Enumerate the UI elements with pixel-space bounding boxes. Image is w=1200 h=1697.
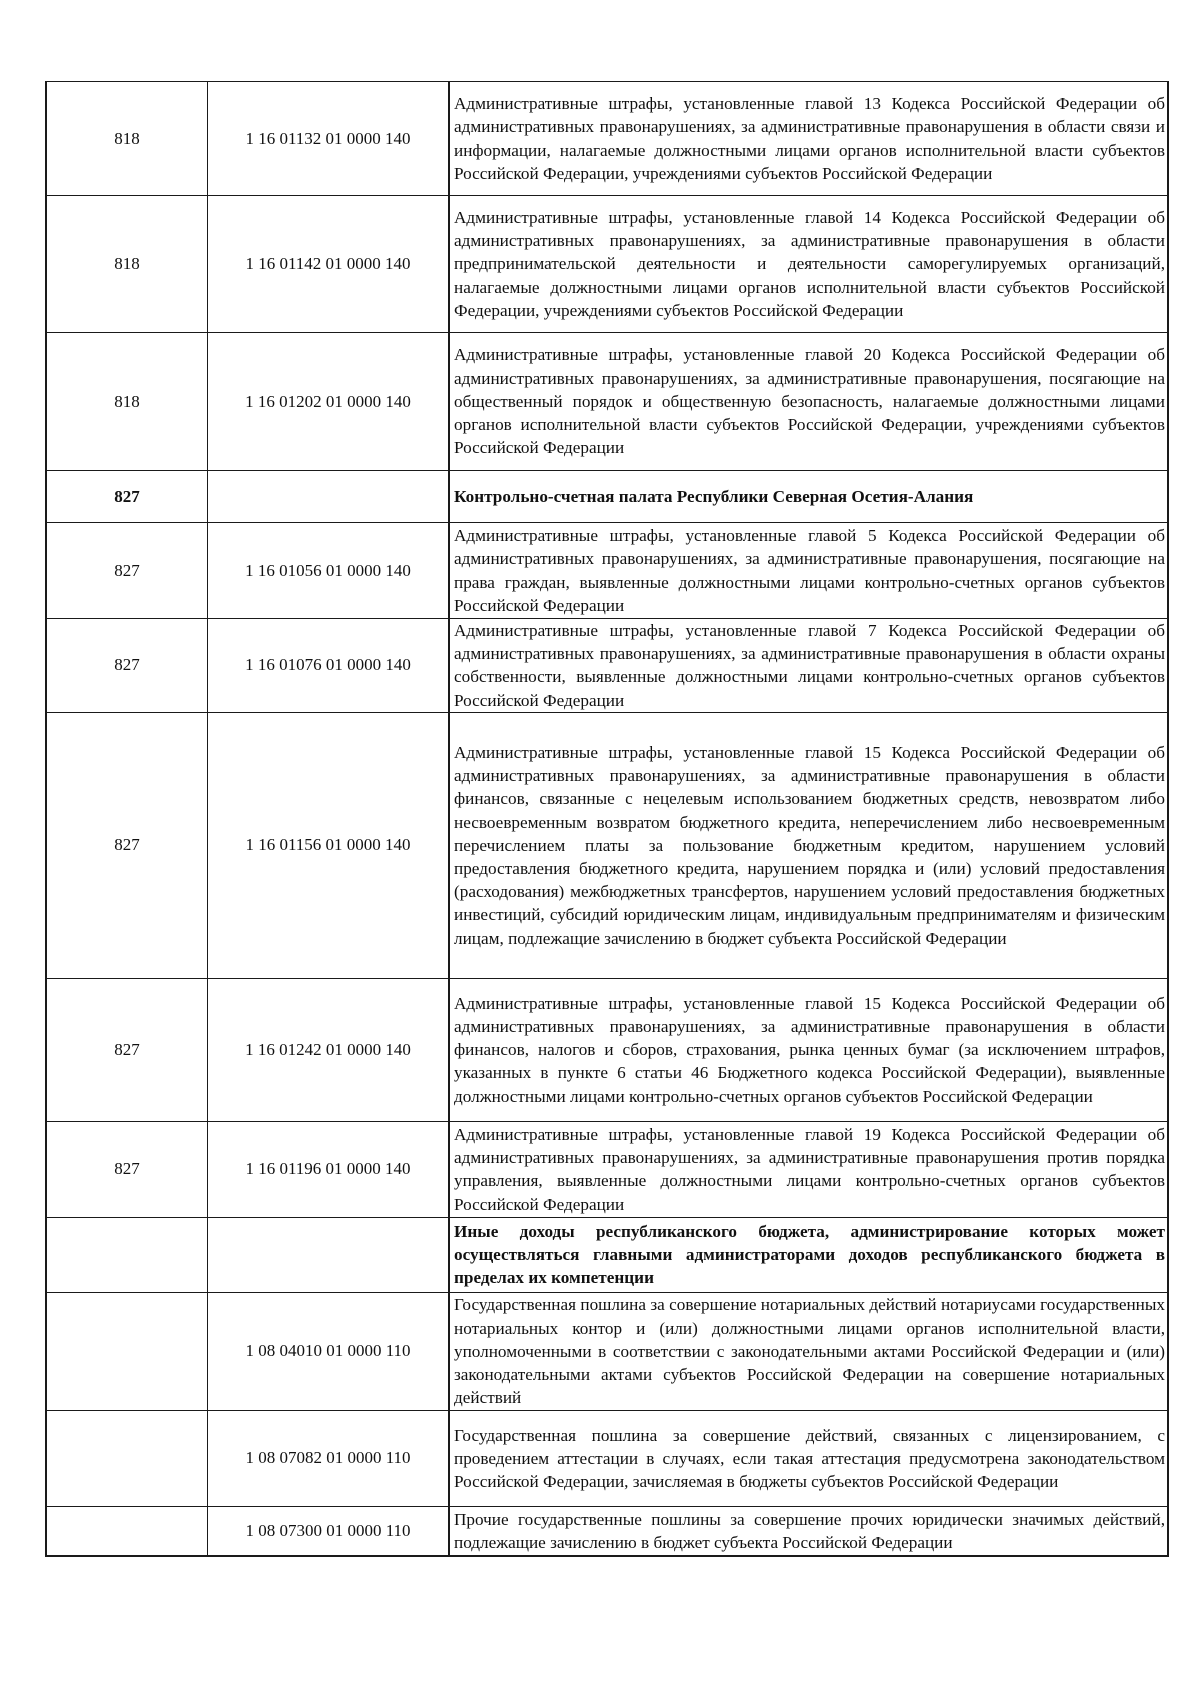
admin-code-cell: 827 bbox=[46, 978, 208, 1121]
admin-code-cell bbox=[46, 1506, 208, 1556]
description-cell: Административные штрафы, установленные главой 15 Кодекса Российской Федерации об административных правонарушениях, за административные правонарушения в области финансов, налогов и сборов, страхования, рынка ценных бумаг (за исключением штрафов, указанных в пункте 6 статьи 46 Бюджетного кодекса Российской Федерации), выявленные должностными лицами контрольно-счетных органов субъектов Российской Федерации bbox=[449, 978, 1168, 1121]
admin-code-cell bbox=[46, 1292, 208, 1410]
description-cell: Административные штрафы, установленные главой 20 Кодекса Российской Федерации об административных правонарушениях, за административные правонарушения, посягающие на общественный порядок и общественную безопасность, налагаемые должностными лицами органов исполнительной власти субъектов Российской Федерации, учреждениями субъектов Российской Федерации bbox=[449, 333, 1168, 471]
table-row bbox=[46, 1506, 1168, 1556]
section-title-cell: Контрольно-счетная палата Республики Северная Осетия-Алания bbox=[449, 471, 1168, 523]
budget-code-cell: 1 16 01156 01 0000 140 bbox=[208, 712, 450, 978]
admin-code-cell bbox=[46, 1217, 208, 1292]
admin-code-cell: 818 bbox=[46, 196, 208, 333]
admin-code-cell: 827 bbox=[46, 471, 208, 523]
table-row bbox=[46, 1121, 1168, 1217]
budget-code-cell: 1 16 01132 01 0000 140 bbox=[208, 82, 450, 196]
budget-code-cell: 1 16 01202 01 0000 140 bbox=[208, 333, 450, 471]
admin-code-cell: 827 bbox=[46, 619, 208, 713]
budget-code-cell: 1 16 01142 01 0000 140 bbox=[208, 196, 450, 333]
admin-code-cell bbox=[46, 1410, 208, 1506]
budget-code-cell bbox=[208, 471, 450, 523]
budget-code-cell: 1 16 01196 01 0000 140 bbox=[208, 1121, 450, 1217]
description-cell: Административные штрафы, установленные главой 13 Кодекса Российской Федерации об административных правонарушениях, за административные правонарушения в области связи и информации, налагаемые должностными лицами органов исполнительной власти субъектов Российской Федерации, учреждениями субъектов Российской Федерации bbox=[449, 82, 1168, 196]
budget-code-cell: 1 08 07300 01 0000 110 bbox=[208, 1506, 450, 1556]
description-cell: Административные штрафы, установленные главой 5 Кодекса Российской Федерации об административных правонарушениях, за административные правонарушения, посягающие на права граждан, выявленные должностными лицами контрольно-счетных органов субъектов Российской Федерации bbox=[449, 523, 1168, 619]
table-row bbox=[46, 523, 1168, 619]
table-row bbox=[46, 196, 1168, 333]
admin-code-cell: 827 bbox=[46, 712, 208, 978]
table-row bbox=[46, 712, 1168, 978]
section-header-row bbox=[46, 471, 1168, 523]
description-cell: Прочие государственные пошлины за совершение прочих юридически значимых действий, подлежащие зачислению в бюджет субъекта Российской Федерации bbox=[449, 1506, 1168, 1556]
description-cell: Административные штрафы, установленные главой 7 Кодекса Российской Федерации об административных правонарушениях, за административные правонарушения в области охраны собственности, выявленные должностными лицами контрольно-счетных органов субъектов Российской Федерации bbox=[449, 619, 1168, 713]
table-row bbox=[46, 1292, 1168, 1410]
table-row bbox=[46, 333, 1168, 471]
section-header-row bbox=[46, 1217, 1168, 1292]
budget-code-cell: 1 16 01242 01 0000 140 bbox=[208, 978, 450, 1121]
table-row bbox=[46, 978, 1168, 1121]
table-row bbox=[46, 82, 1168, 196]
admin-code-cell: 818 bbox=[46, 333, 208, 471]
table-row bbox=[46, 619, 1168, 713]
admin-code-cell: 827 bbox=[46, 1121, 208, 1217]
description-cell: Административные штрафы, установленные главой 14 Кодекса Российской Федерации об административных правонарушениях, за административные правонарушения в области предпринимательской деятельности и деятельности саморегулируемых организаций, налагаемые должностными лицами органов исполнительной власти субъектов Российской Федерации, учреждениями субъектов Российской Федерации bbox=[449, 196, 1168, 333]
budget-code-cell: 1 08 07082 01 0000 110 bbox=[208, 1410, 450, 1506]
budget-code-cell: 1 08 04010 01 0000 110 bbox=[208, 1292, 450, 1410]
admin-code-cell: 827 bbox=[46, 523, 208, 619]
table-row bbox=[46, 1410, 1168, 1506]
budget-code-cell: 1 16 01056 01 0000 140 bbox=[208, 523, 450, 619]
description-cell: Административные штрафы, установленные главой 15 Кодекса Российской Федерации об административных правонарушениях, за административные правонарушения в области финансов, связанные с нецелевым использованием бюджетных средств, невозвратом либо несвоевременным возвратом бюджетного кредита, неперечислением либо несвоевременным перечислением платы за пользование бюджетным кредитом, нарушением условий предоставления бюджетного кредита, нарушением порядка и (или) условий предоставления (расходования) межбюджетных трансфертов, нарушением условий предоставления бюджетных инвестиций, субсидий юридическим лицам, индивидуальным предпринимателям и физическим лицам, подлежащие зачислению в бюджет субъекта Российской Федерации bbox=[449, 712, 1168, 978]
budget-code-cell: 1 16 01076 01 0000 140 bbox=[208, 619, 450, 713]
section-title-cell: Иные доходы республиканского бюджета, администрирование которых может осуществляться главными администраторами доходов республиканского бюджета в пределах их компетенции bbox=[449, 1217, 1168, 1292]
admin-code-cell: 818 bbox=[46, 82, 208, 196]
description-cell: Государственная пошлина за совершение действий, связанных с лицензированием, с проведением аттестации в случаях, если такая аттестация предусмотрена законодательством Российской Федерации, зачисляемая в бюджеты субъектов Российской Федерации bbox=[449, 1410, 1168, 1506]
description-cell: Административные штрафы, установленные главой 19 Кодекса Российской Федерации об административных правонарушениях, за административные правонарушения против порядка управления, выявленные должностными лицами контрольно-счетных органов субъектов Российской Федерации bbox=[449, 1121, 1168, 1217]
revenue-codes-table bbox=[45, 81, 1169, 1557]
description-cell: Государственная пошлина за совершение нотариальных действий нотариусами государственных нотариальных контор и (или) должностными лицами органов исполнительной власти, уполномоченными в соответствии с законодательными актами Российской Федерации и (или) законодательными актами субъектов Российской Федерации на совершение нотариальных действий bbox=[449, 1292, 1168, 1410]
budget-code-cell bbox=[208, 1217, 450, 1292]
